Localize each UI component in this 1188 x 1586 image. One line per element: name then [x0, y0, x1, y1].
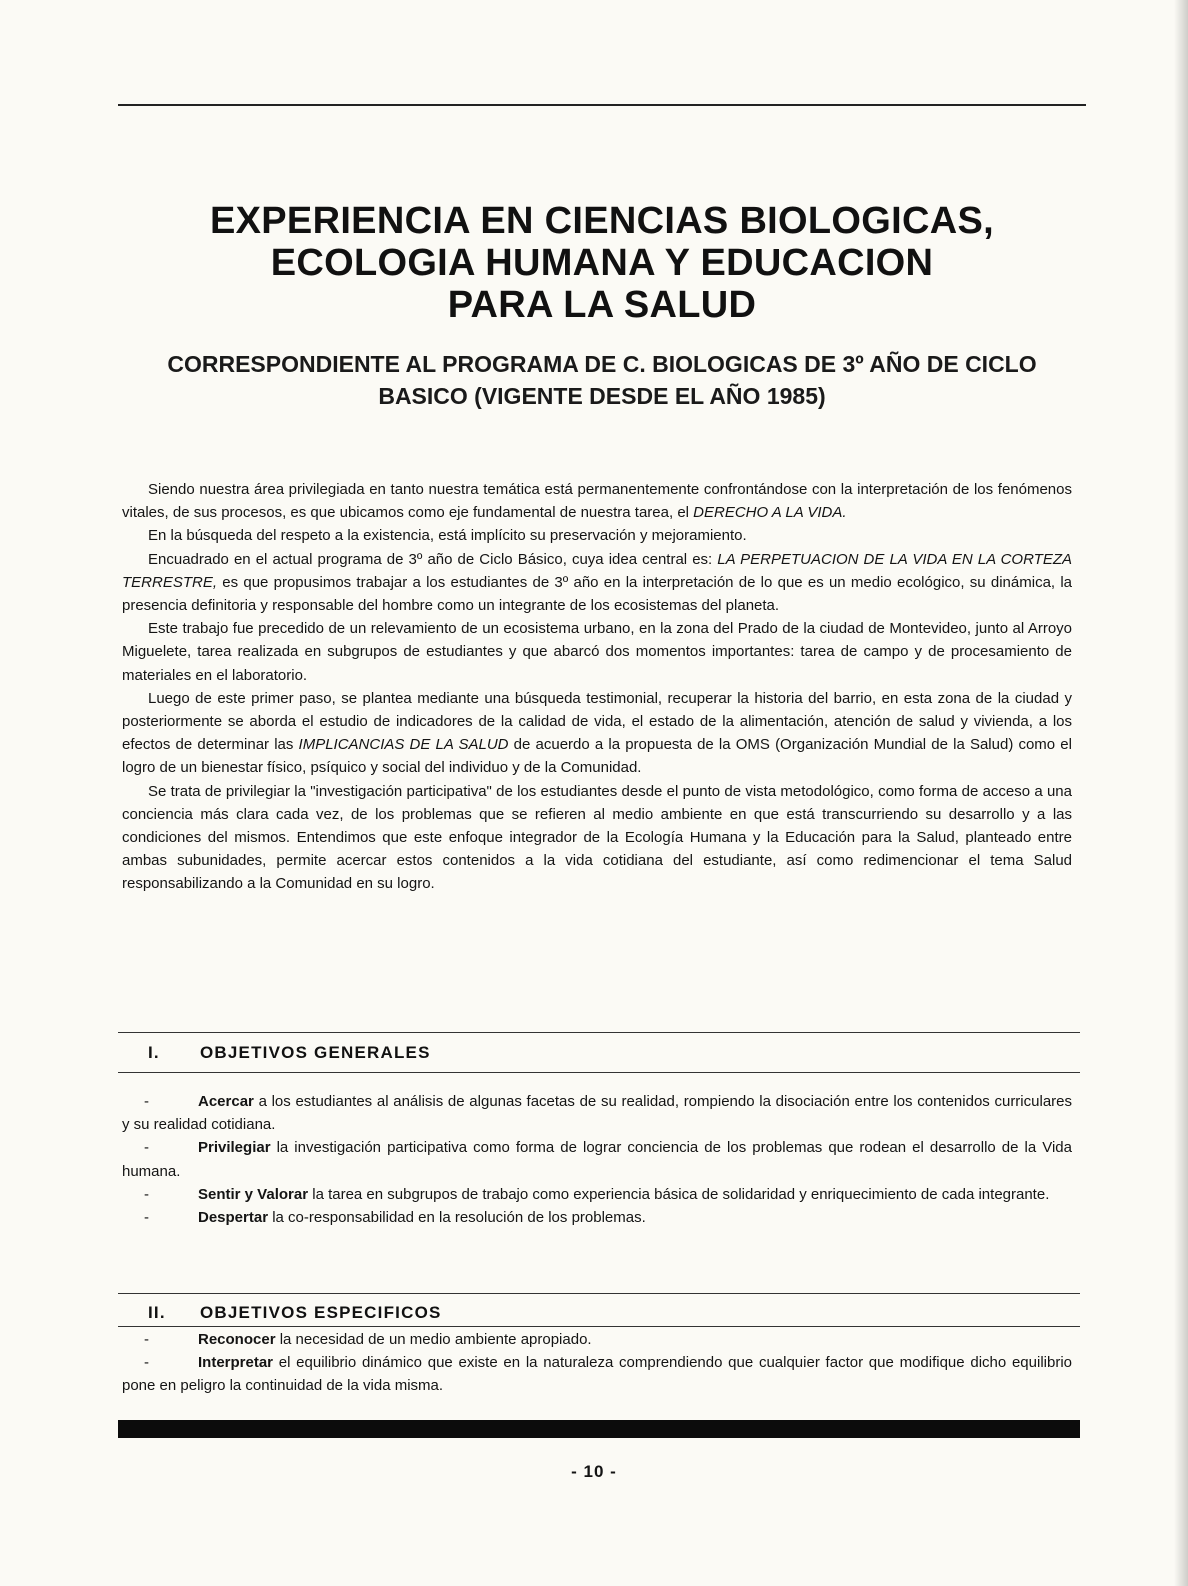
paragraph-5-emphasis: IMPLICANCIAS DE LA SALUD — [298, 736, 509, 754]
list-dash: - — [144, 1185, 149, 1203]
item-text: el equilibrio dinámico que existe en la naturaleza comprendiendo que cualquier factor que modifique dicho equilibrio pone en peligro la continuidad de la vida misma. — [122, 1354, 1072, 1395]
item-keyword: Privilegiar — [198, 1139, 271, 1157]
item-text: la necesidad de un medio ambiente apropiado. — [275, 1331, 592, 1348]
item-text: la tarea en subgrupos de trabajo como experiencia básica de solidaridad y enriquecimiento de cada integrante. — [308, 1185, 1050, 1203]
page-edge-shadow — [1174, 0, 1188, 1586]
section-1-heading — [148, 1043, 431, 1063]
paragraph-1 — [122, 478, 1072, 524]
list-dash: - — [144, 1093, 149, 1110]
section-2-bottom-rule — [118, 1326, 1080, 1327]
item-keyword: Reconocer — [198, 1331, 276, 1348]
list-item — [122, 1090, 1072, 1136]
document-title — [118, 200, 1086, 326]
list-dash: - — [144, 1209, 149, 1227]
list-item — [122, 1351, 1072, 1397]
section-2-heading — [148, 1303, 442, 1323]
general-objectives-list — [122, 1090, 1072, 1229]
specific-objectives-list — [122, 1328, 1072, 1398]
page-number: - 10 - — [571, 1462, 617, 1481]
section-1-number: I. — [148, 1043, 160, 1062]
section-2-title: OBJETIVOS ESPECIFICOS — [200, 1303, 442, 1322]
title-line-3: PARA LA SALUD — [447, 284, 757, 326]
section-1-title: OBJETIVOS GENERALES — [200, 1043, 431, 1062]
paragraph-3 — [122, 548, 1072, 618]
list-dash: - — [144, 1139, 149, 1157]
item-keyword: Interpretar — [198, 1354, 274, 1372]
paragraph-1-text: Siendo nuestra área privilegiada en tanto nuestra temática está permanentemente confrontándose con la interpretación de los fenómenos vitales, de sus procesos, es que ubicamos como eje fundamental de nuestra tarea, el — [122, 481, 1072, 522]
section-1-top-rule — [118, 1032, 1080, 1033]
item-keyword: Sentir y Valorar — [198, 1185, 309, 1203]
item-text: la investigación participativa como forma de lograr conciencia de los problemas que rodean el desarrollo de la Vida humana. — [122, 1139, 1072, 1180]
section-2-top-rule — [118, 1293, 1080, 1294]
list-dash: - — [144, 1331, 149, 1348]
item-text: la co-responsabilidad en la resolución de los problemas. — [268, 1209, 646, 1227]
subtitle-line-2: BASICO (VIGENTE DESDE EL AÑO 1985) — [378, 383, 826, 409]
paragraph-5-text-a: Luego de este primer paso, se plantea mediante una búsqueda testimonial, recuperar la historia del barrio, en esta zona de la ciudad y posteriormente se aborda el estudio de indicadores de la calidad de vida, el estado de la alimentación, atención de salud y vivienda, a los efectos de determinar las — [122, 689, 1072, 754]
top-rule — [118, 104, 1086, 106]
paragraph-3-text-b: es que propusimos trabajar a los estudiantes de 3º año en la interpretación de lo que es un medio ecológico, su dinámica, la presencia definitoria y responsable del hombre como un integrante de los ecosistemas del planeta. — [122, 573, 1072, 615]
paragraph-2: En la búsqueda del respeto a la existencia, está implícito su preservación y mejoramiento. — [148, 527, 747, 545]
item-text: a los estudiantes al análisis de algunas facetas de su realidad, rompiendo la disociación entre los contenidos curriculares y su realidad cotidiana. — [122, 1093, 1072, 1134]
item-keyword: Despertar — [198, 1209, 269, 1227]
list-item — [122, 1183, 1072, 1206]
document-subtitle — [140, 348, 1064, 412]
section-1-bottom-rule — [118, 1072, 1080, 1073]
list-item — [122, 1206, 1072, 1229]
list-item — [122, 1136, 1072, 1182]
title-line-1: EXPERIENCIA EN CIENCIAS BIOLOGICAS, — [210, 200, 994, 242]
subtitle-line-1: CORRESPONDIENTE AL PROGRAMA DE C. BIOLOGICAS DE 3º AÑO DE CICLO — [167, 351, 1037, 377]
section-2-number: II. — [148, 1303, 166, 1322]
list-dash: - — [144, 1354, 149, 1372]
bottom-black-bar — [118, 1420, 1080, 1438]
paragraph-1-emphasis: DERECHO A LA VIDA. — [693, 504, 847, 522]
paragraph-5-text-b: de acuerdo a la propuesta de la OMS (Organización Mundial de la Salud) como el logro de un bienestar físico, psíquico y social del individuo y de la Comunidad. — [122, 736, 1072, 777]
paragraph-3-text-a: Encuadrado en el actual programa de 3º año de Ciclo Básico, cuya idea central es: — [148, 550, 718, 568]
introduction-body — [122, 478, 1072, 896]
paragraph-5 — [122, 687, 1072, 780]
title-line-2: ECOLOGIA HUMANA Y EDUCACION — [270, 242, 934, 284]
paragraph-6: Se trata de privilegiar la "investigación participativa" de los estudiantes desde el punto de vista metodológico, como forma de acceso a una conciencia más clara cada vez, de los problemas que se refieren al medio ambiente en que está transcurriendo su desarrollo y a las condiciones del mismos. Entendimos que este enfoque integrador de la Ecología Humana y la Educación para la Salud, planteado entre ambas subunidades, permite acercar estos contenidos a la vida cotidiana del estudiante, así como redimencionar el tema Salud responsabilizando a la Comunidad en su logro. — [122, 782, 1072, 893]
paragraph-4: Este trabajo fue precedido de un relevamiento de un ecosistema urbano, en la zona del Prado de la ciudad de Montevideo, junto al Arroyo Miguelete, tarea realizada en subgrupos de estudiantes y que abarcó dos momentos importantes: tarea de campo y de procesamiento de materiales en el laboratorio. — [122, 620, 1072, 684]
list-item — [122, 1328, 1072, 1351]
paragraph-3-emphasis: LA PERPETUACION DE LA VIDA EN LA CORTEZA TERRESTRE, — [122, 550, 1072, 591]
item-keyword: Acercar — [198, 1093, 254, 1110]
